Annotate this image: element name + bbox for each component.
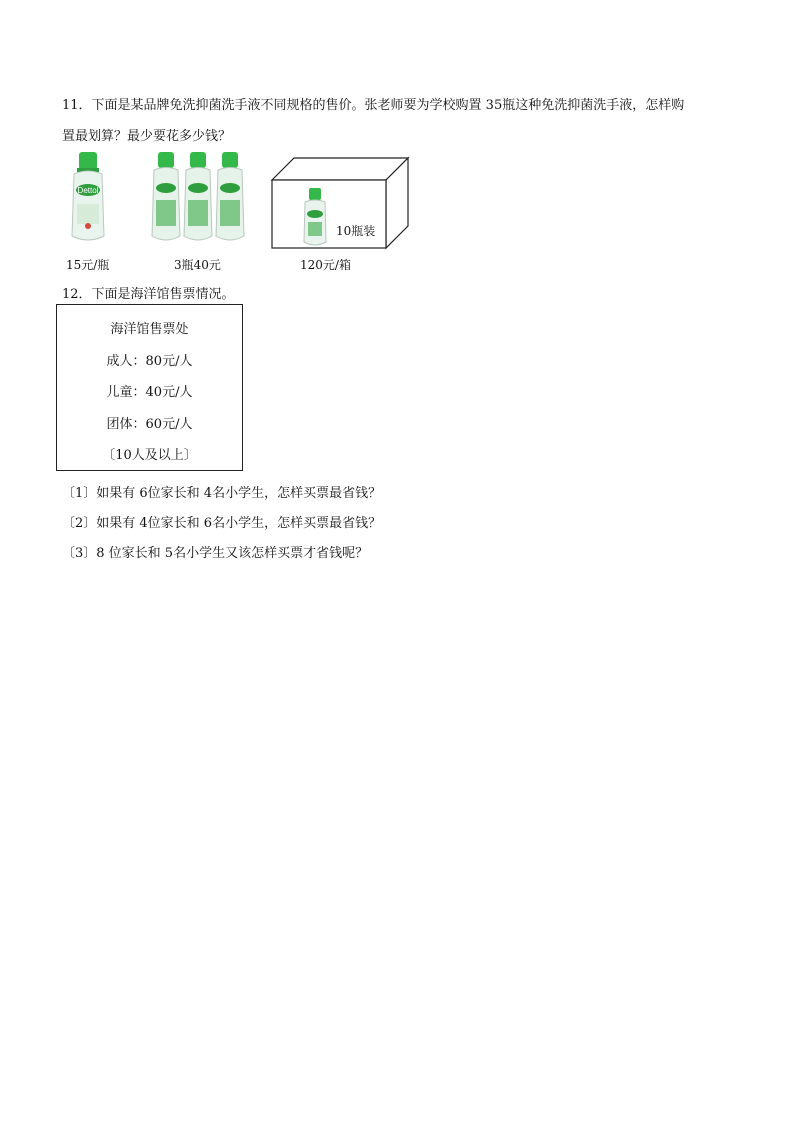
ticket-row-child: 儿童：40元/人 <box>106 385 193 400</box>
ticket-row-group: 团体：60元/人 <box>106 417 193 432</box>
three-sanitizer-bottles-icon <box>150 150 246 246</box>
q12-sub-question-3: 〔3〕8 位家长和 5名小学生又该怎样买票才省钱呢？ <box>62 546 369 561</box>
option-three-bottles-price: 3瓶40元 <box>174 258 221 272</box>
ticket-row-adult: 成人：80元/人 <box>106 354 193 369</box>
q11-text-line2: 置最划算？最少要花多少钱？ <box>62 129 232 144</box>
ticket-row-group-note: 〔10人及以上〕 <box>102 448 197 463</box>
bottle-brand-text: Dettol <box>77 186 99 195</box>
ticket-board-heading: 海洋馆售票处 <box>110 322 189 337</box>
q11-text-line1: 11．下面是某品牌免洗抑菌洗手液不同规格的售价。张老师要为学校购置 35瓶这种免洗抑菌洗手液，怎样购 <box>62 98 685 113</box>
hand-sanitizer-bottle-icon <box>64 150 112 246</box>
q12-sub-question-1: 〔1〕如果有 6位家长和 4名小学生，怎样买票最省钱？ <box>62 486 382 501</box>
q12-sub-question-2: 〔2〕如果有 4位家长和 6名小学生，怎样买票最省钱？ <box>62 516 382 531</box>
ticket-price-board <box>56 304 243 471</box>
q12-title: 12．下面是海洋馆售票情况。 <box>62 287 235 302</box>
option-box-price: 120元/箱 <box>300 258 351 272</box>
box-label: 10瓶装 <box>336 224 376 238</box>
option-bottle-price: 15元/瓶 <box>66 258 110 272</box>
